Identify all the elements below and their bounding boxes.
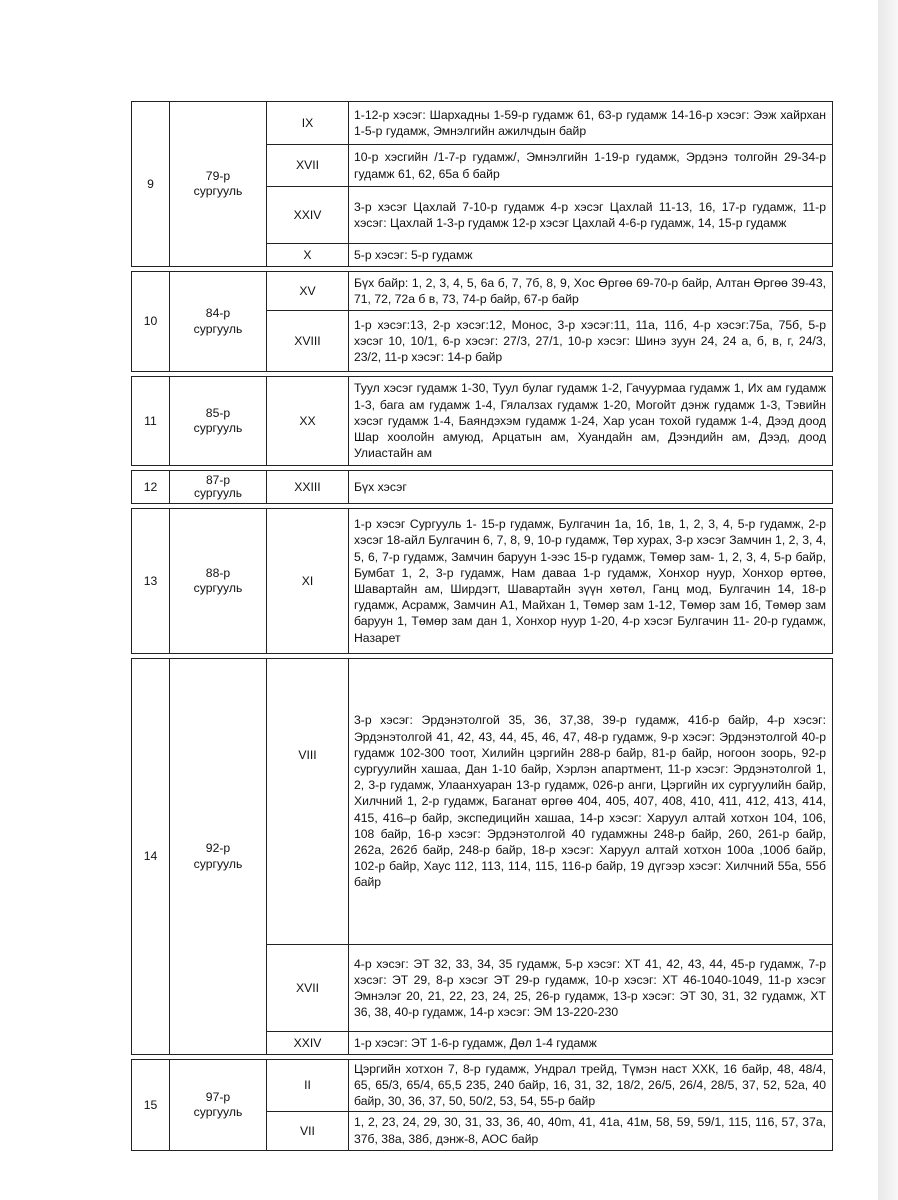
school-name: 87-р	[205, 472, 231, 487]
school-word: сургууль	[193, 321, 243, 336]
khoroo-cell: X	[267, 244, 349, 267]
table-row	[132, 471, 833, 504]
school-cell	[170, 1060, 267, 1151]
row-number: 13	[132, 509, 170, 654]
area-description: 1, 2, 23, 24, 29, 30, 31, 33, 36, 40, 40m, 41, 41а, 41м, 58, 59, 59/1, 115, 116, 57, 37а, 37б, 38а, 38б, дэнж-8, АОС байр	[349, 1111, 833, 1150]
khoroo-cell: XX	[267, 377, 349, 466]
khoroo-cell: XXIII	[267, 471, 349, 504]
page-edge-shadow	[878, 0, 898, 1200]
table-row	[132, 272, 833, 311]
area-description: 1-р хэсэг Сургууль 1- 15-р гудамж, Булгачин 1а, 1б, 1в, 1, 2, 3, 4, 5-р гудамж, 2-р хэсэг 18-айл Булгачин 6, 7, 8, 9, 10-р гудамж, Төр хурах, 3-р хэсэг Замчин 1, 2, 3, 4, 5, 6, 7-р гудамж, Замчин баруун 1-ээс 15-р гудамж, Төмөр зам- 1, 2, 3, 4, 5-р байр, Бумбат 1, 2, 3-р гудамж, Нам даваа 1-р гудамж, Хонхор нуур, Хонхор өртөө, Шавартайн ам, Ширдэгт, Шавартайн зүүн хөтөл, Ганц мод, Булгачин 14, 18-р гудамж, Асрамж, Замчин А1, Майхан 1, Төмөр зам 1-12, Төмөр зам 1б, Төмөр зам баруун 1, Төмөр зам дан 1, Хонхор нуур 1-20, 4-р хэсэг Булгачин 11- 20-р гудамж, Назарет	[349, 509, 833, 654]
school-name: 85-р	[205, 405, 231, 420]
area-description: 5-р хэсэг: 5-р гудамж	[349, 244, 833, 267]
khoroo-cell: XVIII	[267, 311, 349, 372]
school-name: 79-р	[205, 168, 231, 183]
area-description: Цэргийн хотхон 7, 8-р гудамж, Ундрал трейд, Түмэн наст ХХК, 16 байр, 48, 48/4, 65, 65/3, 65/4, 65,5 235, 240 байр, 16, 31, 32, 18/2, 26/5, 26/4, 28/5, 37, 52, 52а, 40 байр, 30, 36, 37, 50, 50/2, 53, 54, 55-р байр	[349, 1060, 833, 1112]
school-district-table	[131, 101, 833, 1151]
area-description: 10-р хэсгийн /1-7-р гудамж/, Эмнэлгийн 1-19-р гудамж, Эрдэнэ толгойн 29-34-р гудамж 61, 62, 65а б байр	[349, 145, 833, 187]
khoroo-cell: XXIV	[267, 187, 349, 244]
school-cell	[170, 509, 267, 654]
khoroo-cell: XI	[267, 509, 349, 654]
area-description: 3-р хэсэг Цахлай 7-10-р гудамж 4-р хэсэг Цахлай 11-13, 16, 17-р гудамж, 11-р хэсэг: Цахлай 1-3-р гудамж 12-р хэсэг Цахлай 4-6-р гудамж, 14, 15-р гудамж	[349, 187, 833, 244]
table-row	[132, 102, 833, 145]
school-cell	[170, 377, 267, 466]
school-name: 88-р	[205, 565, 231, 580]
area-description: 1-р хэсэг:13, 2-р хэсэг:12, Монос, 3-р хэсэг:11, 11а, 11б, 4-р хэсэг:75а, 75б, 5-р хэсэг 10, 10/1, 6-р хэсэг: 27/3, 27/1, 10-р хэсэг: Шинэ зуун 24, 24 а, б, в, г, 24/3, 23/2, 11-р хэсэг: 14-р байр	[349, 311, 833, 372]
area-description: Туул хэсэг гудамж 1-30, Туул булаг гудамж 1-2, Гачуурмаа гудамж 1, Их ам гудамж 1-3, бага ам гудамж 1-4, Гялалзах гудамж 1-20, Могойт дэнж гудамж 1-3, Тэвийн хэсэг гудамж 1-4, Баяндэхэм гудамж 1-24, Хар усан тохой гудамж 1-4, Дээд доод Шар хоолойн амуюд, Арцатын ам, Хуандайн ам, Дээндийн ам, Дээд, доод Улиастайн ам	[349, 377, 833, 466]
school-cell	[170, 272, 267, 372]
khoroo-cell: XV	[267, 272, 349, 311]
school-word: сургууль	[194, 486, 242, 500]
school-name: 92-р	[205, 841, 231, 856]
area-description: 1-12-р хэсэг: Шархадны 1-59-р гудамж 61, 63-р гудамж 14-16-р хэсэг: Ээж хайрхан 1-5-р гудамж, Эмнэлгийн ажилчдын байр	[349, 102, 833, 145]
khoroo-cell: IX	[267, 102, 349, 145]
row-number: 9	[132, 102, 170, 267]
khoroo-cell: XXIV	[267, 1032, 349, 1055]
row-number: 15	[132, 1060, 170, 1151]
area-description: 4-р хэсэг: ЭТ 32, 33, 34, 35 гудамж, 5-р хэсэг: ХТ 41, 42, 43, 44, 45-р гудамж, 7-р хэсэг: ЭТ 29, 8-р хэсэг ЭТ 29-р гудамж, 10-р хэсэг: ХТ 46-1040-1049, 11-р хэсэг Эмнэлэг 20, 21, 22, 23, 24, 25, 26-р гудамж, 13-р хэсэг: ЭТ 30, 31, 32 гудамж, ХТ 36, 38, 40-р гудамж, 14-р хэсэг: ЭМ 13-220-230	[349, 945, 833, 1032]
row-number: 14	[132, 659, 170, 1055]
table-row	[132, 509, 833, 654]
row-number: 12	[132, 471, 170, 504]
school-word: сургууль	[193, 1104, 243, 1119]
area-description: 3-р хэсэг: Эрдэнэтолгой 35, 36, 37,38, 39-р гудамж, 41б-р байр, 4-р хэсэг: Эрдэнэтолгой 41, 42, 43, 44, 45, 46, 47, 48-р гудамж, 9-р хэсэг: Эрдэнэтолгой 40-р гудамж 102-300 тоот, Хилийн цэргийн 288-р байр, 81-р байр, ногоон зоорь, 92-р сургуулийн хашаа, Дан 1-10 байр, Хэрлэн апартмент, 11-р хэсэг: Эрдэнэтолгой 1, 2, 3-р гудамж, Улаанхуаран 13-р гудамж, 026-р анги, Цэргийн их сургуулийн байр, Хилчний 1, 2-р гудамж, Баганат өргөө 404, 405, 407, 408, 410, 411, 412, 413, 414, 415, 416–р байр, экспедицийн хашаа, 14-р хэсэг: Харуул алтай хотхон 104, 106, 108 байр, 16-р хэсэг: Эрдэнэтолгой 40 гудамжны 248-р байр, 260, 261-р байр, 262а, 262б байр, 248-р байр, 18-р хэсэг: Харуул алтай хотхон 100а ,100б байр, 102-р байр, Хаус 112, 113, 114, 115, 116-р байр, 19 дүгээр хэсэг: Хилчний 55а, 55б байр	[349, 659, 833, 945]
row-number: 11	[132, 377, 170, 466]
area-description: Бүх байр: 1, 2, 3, 4, 5, 6а б, 7, 7б, 8, 9, Хос Өргөө 69-70-р байр, Алтан Өргөө 39-43, 71, 72, 72а б в, 73, 74-р байр, 67-р байр	[349, 272, 833, 311]
school-word: сургууль	[193, 184, 243, 198]
row-number: 10	[132, 272, 170, 372]
school-word: сургууль	[193, 421, 243, 435]
khoroo-cell: VIII	[267, 659, 349, 945]
school-cell	[170, 102, 267, 267]
school-cell	[170, 659, 267, 1055]
school-cell	[170, 471, 267, 504]
school-word: сургууль	[193, 856, 243, 871]
school-word: сургууль	[193, 581, 243, 595]
area-description: Бүх хэсэг	[349, 471, 833, 504]
khoroo-cell: II	[267, 1060, 349, 1112]
khoroo-cell: XVII	[267, 945, 349, 1032]
school-name: 84-р	[205, 306, 231, 321]
school-name: 97-р	[205, 1089, 231, 1104]
table-row	[132, 659, 833, 945]
table-row	[132, 1060, 833, 1112]
table-row	[132, 377, 833, 466]
khoroo-cell: VII	[267, 1111, 349, 1150]
area-description: 1-р хэсэг: ЭТ 1-6-р гудамж, Дөл 1-4 гудамж	[349, 1032, 833, 1055]
khoroo-cell: XVII	[267, 145, 349, 187]
